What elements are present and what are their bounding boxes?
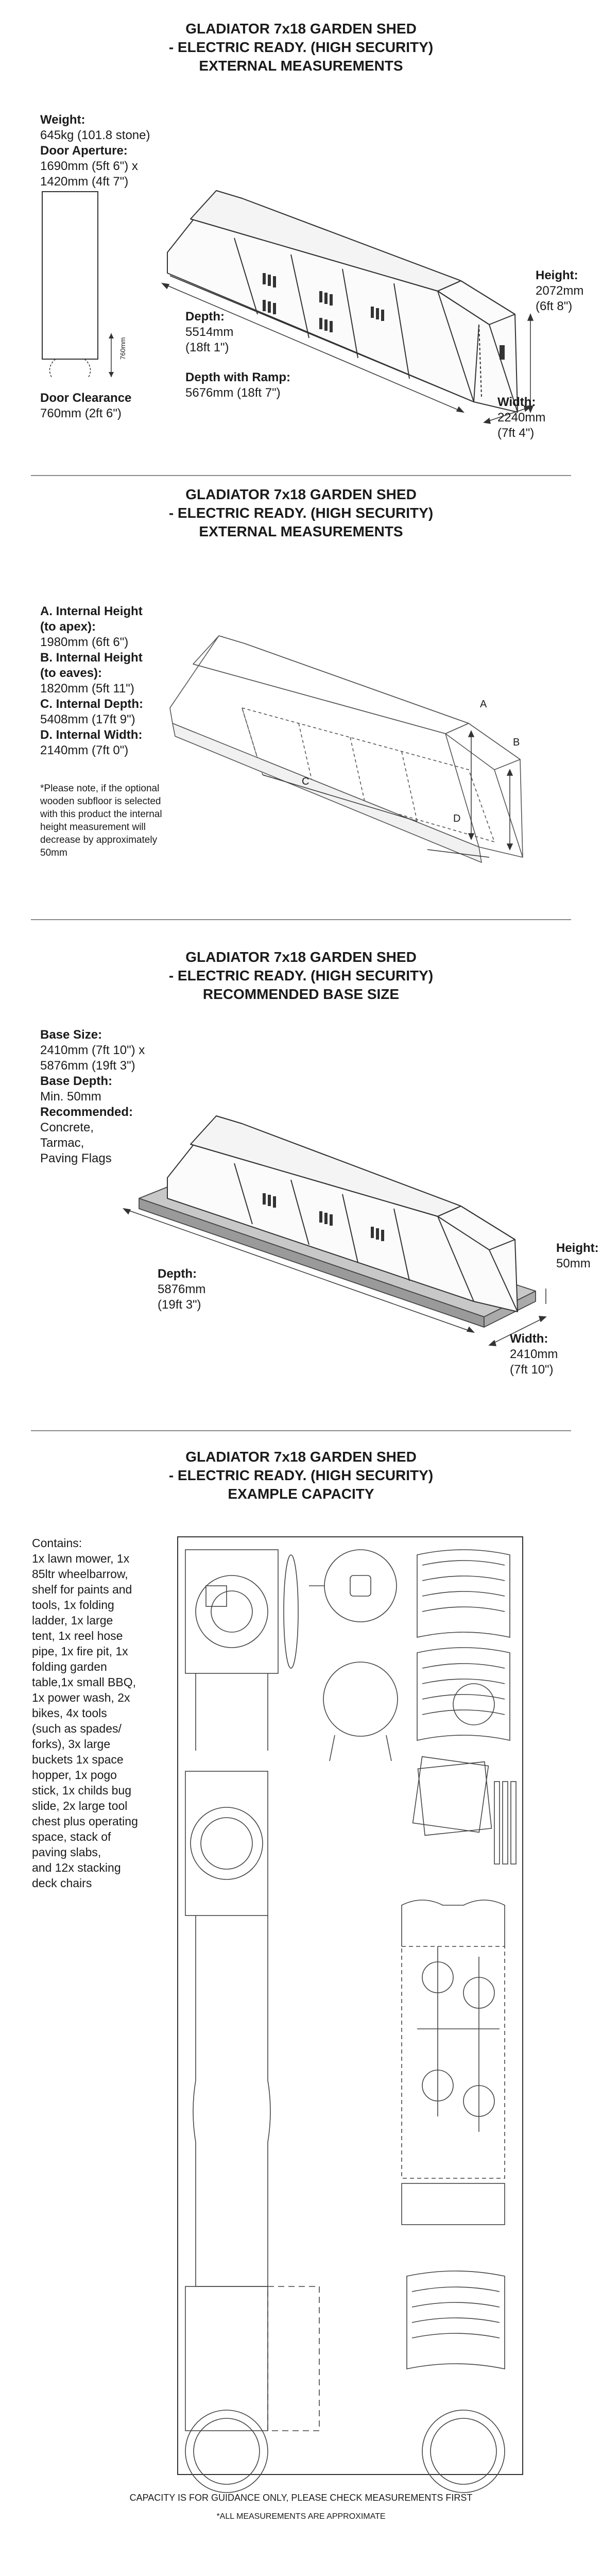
internal-depth-label: C. Internal Depth:: [40, 697, 144, 711]
contents-line: buckets 1x space: [32, 1753, 124, 1766]
door-clearance-dim: 760mm: [119, 337, 127, 360]
note-line: 50mm: [40, 848, 67, 858]
base-depth-dim-label: Depth:: [158, 1267, 197, 1281]
contents-line: 1x lawn mower, 1x: [32, 1552, 130, 1565]
base-size-section: [0, 920, 602, 1430]
height-block: [536, 268, 583, 314]
depth-ramp-block: [185, 370, 290, 401]
external-measurements-section: [0, 0, 602, 474]
contents-line: deck chairs: [32, 1876, 92, 1890]
fire-pit: [324, 1550, 397, 1622]
width-block: [497, 395, 545, 441]
internal-height-eaves-label: B. Internal Height: [40, 651, 143, 665]
title-line: EXTERNAL MEASUREMENTS: [199, 58, 403, 74]
bikes: [417, 1946, 500, 2132]
space-hopper: [402, 2183, 505, 2225]
contents-line: pipe, 1x fire pit, 1x: [32, 1645, 128, 1658]
hose-reel: [284, 1555, 298, 1668]
recommended-label: Recommended:: [40, 1105, 133, 1119]
note-line: decrease by approximately: [40, 835, 158, 845]
note-line: height measurement will: [40, 822, 146, 833]
contents-line: 85ltr wheelbarrow,: [32, 1567, 128, 1581]
example-capacity-section: [0, 1431, 602, 2576]
door-aperture-label: Door Aperture:: [40, 144, 128, 158]
base-width-value: 2410mm: [510, 1347, 558, 1361]
base-depth-dim-value: (19ft 3"): [158, 1298, 201, 1312]
tools-rack: [494, 1782, 516, 1864]
depth-value: 5514mm: [185, 325, 234, 339]
depth-ramp-value: 5676mm (18ft 7"): [185, 386, 281, 400]
door-clearance-value: 760mm (2ft 6"): [40, 406, 122, 420]
contents-line: stick, 1x childs bug: [32, 1784, 132, 1797]
width-value: 2240mm: [497, 411, 546, 425]
depth-value: (18ft 1"): [185, 341, 229, 354]
marker-a: A: [480, 699, 487, 710]
contents-line: hopper, 1x pogo: [32, 1768, 117, 1782]
contents-line: bikes, 4x tools: [32, 1706, 107, 1720]
width-value: (7ft 4"): [497, 426, 535, 440]
bucket: [185, 2410, 268, 2493]
base-size-value: 5876mm (19ft 3"): [40, 1059, 135, 1073]
floor-plan-diagram: [175, 1534, 525, 2477]
internal-width-value: 2140mm (7ft 0"): [40, 743, 129, 757]
door-clearance-block: [40, 391, 174, 421]
contents-line: 1x power wash, 2x: [32, 1691, 130, 1704]
contents-line: paving slabs,: [32, 1845, 101, 1859]
lawn-mower: [185, 1550, 278, 1673]
folding-table: [193, 1916, 270, 2286]
depth-ramp-label: Depth with Ramp:: [185, 370, 290, 384]
marker-c: C: [302, 776, 309, 787]
contains-label: Contains:: [32, 1536, 82, 1550]
base-height-value: 50mm: [556, 1257, 591, 1270]
door-clearance-label: Door Clearance: [40, 391, 132, 405]
contents-line: ladder, 1x large: [32, 1614, 113, 1627]
base-width-label: Width:: [510, 1332, 548, 1346]
footer-approximate: *ALL MEASUREMENTS ARE APPROXIMATE: [216, 2512, 386, 2521]
title-line: GLADIATOR 7x18 GARDEN SHED: [185, 21, 417, 37]
contents-line: and 12x stacking: [32, 1861, 121, 1874]
contents-line: (such as spades/: [32, 1722, 122, 1735]
height-label: Height:: [536, 268, 578, 282]
internal-height-apex-label: (to apex):: [40, 620, 96, 634]
contents-line: tent, 1x reel hose: [32, 1629, 123, 1642]
weight-block: [40, 112, 174, 190]
depth-block: [185, 309, 233, 355]
contents-line: folding garden: [32, 1660, 107, 1673]
internal-width-label: D. Internal Width:: [40, 728, 143, 742]
title-line: GLADIATOR 7x18 GARDEN SHED: [185, 1449, 417, 1465]
base-depth-label: Base Depth:: [40, 1074, 113, 1088]
contents-line: table,1x small BBQ,: [32, 1675, 136, 1689]
height-value: (6ft 8"): [536, 299, 573, 313]
recommended-value: Paving Flags: [40, 1151, 112, 1165]
title-line: - ELECTRIC READY. (HIGH SECURITY): [168, 39, 434, 55]
capacity-title: [0, 1448, 602, 1503]
base-depth-dim-value: 5876mm: [158, 1282, 206, 1296]
contents-line: space, stack of: [32, 1830, 111, 1843]
note-line: *Please note, if the optional: [40, 783, 160, 794]
note-line: wooden subfloor is selected: [40, 796, 161, 807]
contents-line: shelf for paints and: [32, 1583, 132, 1596]
wheelbarrow: [185, 1771, 268, 1916]
title-line: GLADIATOR 7x18 GARDEN SHED: [185, 949, 417, 965]
title-line: EXTERNAL MEASUREMENTS: [199, 523, 403, 539]
marker-b: B: [513, 737, 520, 748]
title-line: - ELECTRIC READY. (HIGH SECURITY): [168, 505, 434, 521]
external-title: [0, 20, 602, 75]
door-aperture-value: 1420mm (4ft 7"): [40, 175, 129, 189]
title-line: EXAMPLE CAPACITY: [228, 1486, 374, 1502]
internal-height-eaves-label: (to eaves):: [40, 666, 102, 680]
tool-chest: [185, 2286, 268, 2431]
marker-d: D: [453, 813, 461, 824]
large-tent: [402, 1900, 505, 1946]
base-size-label: Base Size:: [40, 1028, 102, 1042]
weight-label: Weight:: [40, 113, 85, 127]
bbq: [323, 1662, 398, 1736]
footer-guidance: CAPACITY IS FOR GUIDANCE ONLY, PLEASE CHECK MEASUREMENTS FIRST: [129, 2493, 473, 2503]
shed-internal-drawing: [160, 553, 551, 873]
width-label: Width:: [497, 395, 536, 409]
recommended-value: Tarmac,: [40, 1136, 84, 1150]
internal-depth-value: 5408mm (17ft 9"): [40, 713, 135, 726]
base-height-label: Height:: [556, 1241, 599, 1255]
title-line: - ELECTRIC READY. (HIGH SECURITY): [168, 968, 434, 984]
recommended-value: Concrete,: [40, 1121, 94, 1134]
contents-list: [32, 1535, 156, 1891]
height-value: 2072mm: [536, 284, 584, 298]
title-line: - ELECTRIC READY. (HIGH SECURITY): [168, 1467, 434, 1483]
base-depth-dim-block: [158, 1266, 205, 1313]
internal-height-apex-label: A. Internal Height: [40, 604, 143, 618]
depth-label: Depth:: [185, 310, 225, 324]
childs-bug-slide: [407, 2271, 505, 2369]
title-line: RECOMMENDED BASE SIZE: [202, 986, 400, 1002]
base-title: [0, 948, 602, 1004]
base-depth-value: Min. 50mm: [40, 1090, 101, 1104]
internal-title: [0, 485, 602, 541]
base-width-block: [510, 1331, 558, 1378]
contents-line: chest plus operating: [32, 1815, 138, 1828]
base-width-value: (7ft 10"): [510, 1363, 554, 1377]
internal-measurements-section: [0, 476, 602, 919]
base-height-block: [556, 1241, 599, 1272]
shed-base-drawing: [93, 1023, 556, 1384]
contents-line: tools, 1x folding: [32, 1598, 114, 1612]
base-size-value: 2410mm (7ft 10") x: [40, 1043, 145, 1057]
bucket: [422, 2410, 505, 2493]
deck-chairs-stack: [417, 1550, 510, 1740]
internal-height-eaves-value: 1820mm (5ft 11"): [40, 682, 134, 696]
contents-line: forks), 3x large: [32, 1737, 111, 1751]
note-line: with this product the internal: [40, 809, 162, 820]
weight-value: 645kg (101.8 stone): [40, 128, 150, 142]
door-aperture-value: 1690mm (5ft 6") x: [40, 159, 138, 173]
internal-height-apex-value: 1980mm (6ft 6"): [40, 635, 129, 649]
contents-line: slide, 2x large tool: [32, 1799, 128, 1812]
title-line: GLADIATOR 7x18 GARDEN SHED: [185, 486, 417, 502]
